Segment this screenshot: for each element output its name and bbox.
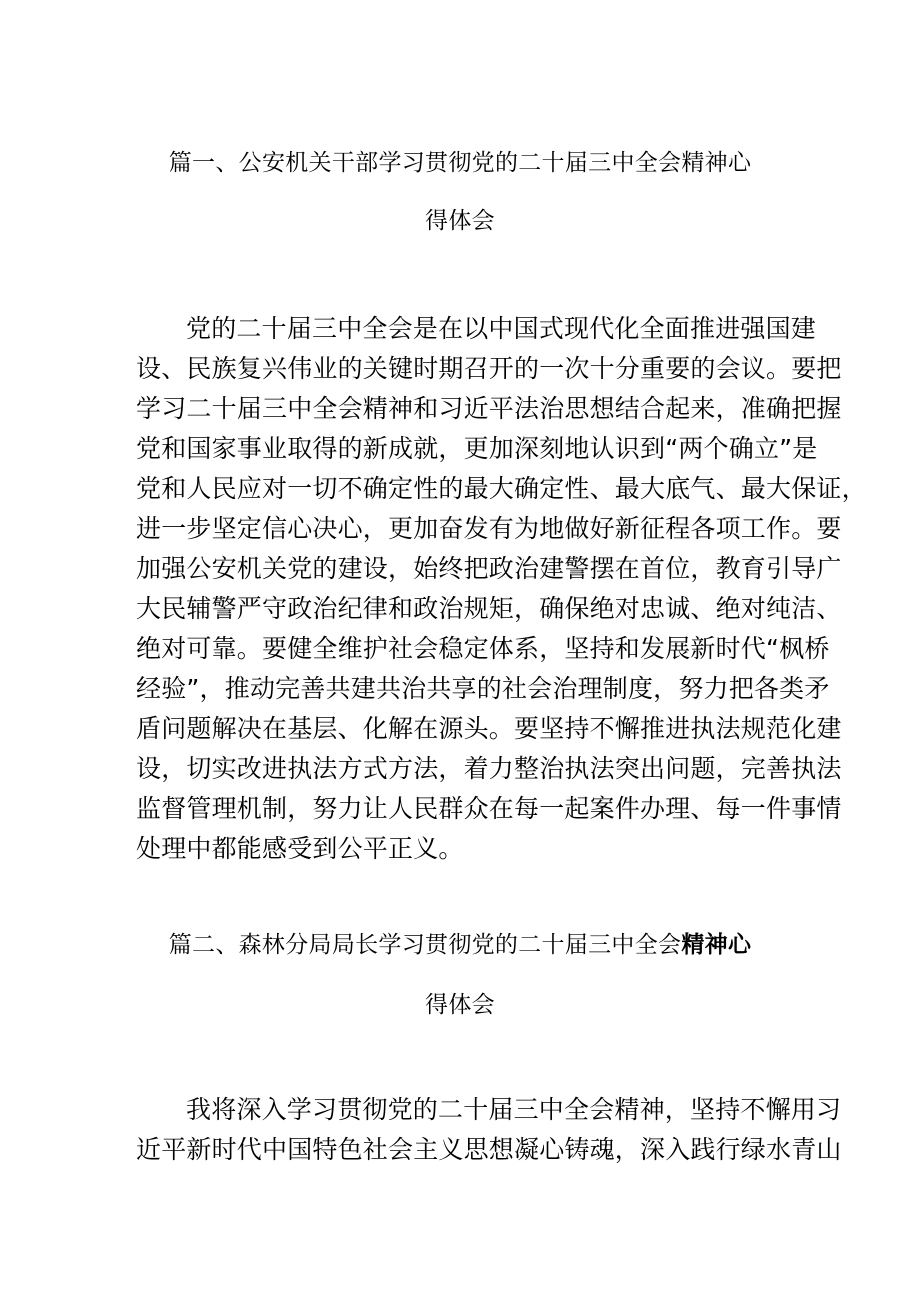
paragraph-line: 大民辅警严守政治纪律和政治规矩，确保绝对忠诚、绝对纯洁、 — [136, 594, 842, 623]
section2-title-bold: 精神心 — [681, 932, 752, 958]
section2-title-line1 — [0, 930, 920, 960]
paragraph-line: 盾问题解决在基层、化解在源头。要坚持不懈推进执法规范化建 — [136, 714, 842, 743]
paragraph-line: 党和国家事业取得的新成就，更加深刻地认识到“两个确立”是 — [136, 434, 818, 463]
paragraph-line: 党的二十届三中全会是在以中国式现代化全面推进强国建 — [186, 314, 817, 343]
paragraph-line: 近平新时代中国特色社会主义思想凝心铸魂，深入践行绿水青山 — [136, 1135, 842, 1164]
paragraph-line: 经验”，推动完善共建共治共享的社会治理制度，努力把各类矛 — [136, 674, 830, 703]
paragraph-line: 设，切实改进执法方式方法，着力整治执法突出问题，完善执法 — [136, 754, 842, 783]
section1-title-line1: 篇一、公安机关干部学习贯彻党的二十届三中全会精神心 — [168, 150, 752, 176]
paragraph-line: 绝对可靠。要健全维护社会稳定体系，坚持和发展新时代“枫桥 — [136, 634, 830, 663]
section2-title-line2: 得体会 — [425, 992, 495, 1018]
section2-title-regular: 篇二、森林分局局长学习贯彻党的二十届三中全会 — [168, 932, 682, 958]
paragraph-line: 加强公安机关党的建设，始终把政治建警摆在首位，教育引导广 — [136, 554, 842, 583]
paragraph-line: 学习二十届三中全会精神和习近平法治思想结合起来，准确把握 — [136, 394, 842, 423]
paragraph-line: 设、民族复兴伟业的关键时期召开的一次十分重要的会议。要把 — [136, 354, 842, 383]
paragraph-line: 进一步坚定信心决心，更加奋发有为地做好新征程各项工作。要 — [136, 514, 842, 543]
paragraph-line: 党和人民应对一切不确定性的最大确定性、最大底气、最大保证， — [136, 474, 867, 503]
paragraph-line: 处理中都能感受到公平正义。 — [136, 834, 464, 863]
paragraph-line: 我将深入学习贯彻党的二十届三中全会精神，坚持不懈用习 — [186, 1095, 842, 1124]
paragraph-line: 监督管理机制，努力让人民群众在每一起案件办理、每一件事情 — [136, 794, 842, 823]
section1-title-line2: 得体会 — [425, 208, 495, 234]
